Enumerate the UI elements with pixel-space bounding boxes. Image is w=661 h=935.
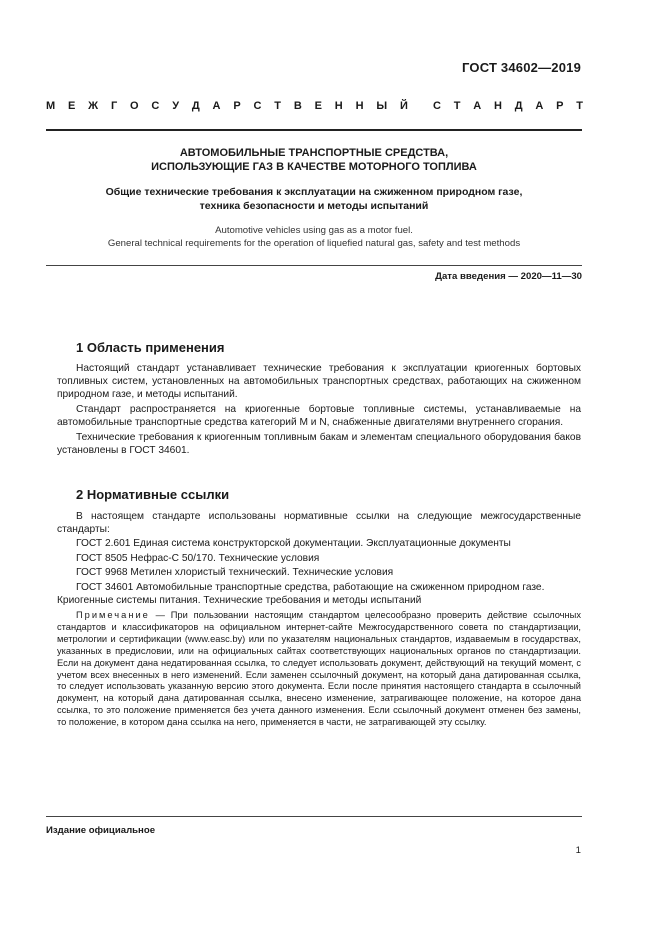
main-title xyxy=(46,146,582,174)
banner-letter: Д xyxy=(514,100,523,112)
banner-letter: Т xyxy=(576,100,583,112)
banner-letter: О xyxy=(130,100,139,112)
banner-letter: С xyxy=(433,100,441,112)
banner-letter: А xyxy=(473,100,482,112)
banner-letter: В xyxy=(293,100,302,112)
section-heading-normative-references: 2 Нормативные ссылки xyxy=(76,487,230,502)
banner-letter: Й xyxy=(399,100,408,112)
reference-item-continuation: Криогенные системы питания. Технические требования и методы испытаний xyxy=(57,594,422,606)
banner-letter: Н xyxy=(493,100,502,112)
banner-letter: Ы xyxy=(376,100,388,112)
banner-letter: М xyxy=(46,100,56,112)
banner-letter: С xyxy=(253,100,262,112)
note-text: — При пользовании настоящим стандартом целесообразно проверить действие ссылочных стандартов и классификаторов на официальном интернет-сайте Межгосударственного совета по стандартизации, метрологии и сертификации (www.easc.by) или по указателям национальных стандартов, издаваемым в государствах, указанных в предисловии, или на официальных сайтах соответствующих национальных органов по стандартизации. Если на документ дана недатированная ссылка, то следует использовать документ, действующий на текущий момент, с учетом всех внесенных в него изменений. Если заменен ссылочный документ, на который дана датированная ссылка, то следует использовать указанную версию этого документа. Если после принятия настоящего стандарта в ссылочный документ, на который дана датированная ссылка, внесено изменение, затрагивающее положение, на которое дана ссылка, то это положение применяется без учета данного изменения. Если ссылочный документ отменен без замены, то положение, в котором дана ссылка на него, применяется в части, не затрагивающей эту ссылку. xyxy=(57,610,581,728)
banner-letter: Е xyxy=(68,100,76,112)
banner-letter: Е xyxy=(314,100,322,112)
doc-number: ГОСТ 34602—2019 xyxy=(462,60,581,75)
banner-letter: Д xyxy=(191,100,200,112)
banner-letter: С xyxy=(151,100,160,112)
section-scope-body xyxy=(57,363,581,460)
english-title-line: General technical requirements for the operation of liquefied natural gas, safety and test methods xyxy=(107,237,521,249)
english-title-line: Automotive vehicles using gas as a motor fuel. xyxy=(215,225,413,236)
banner-letter: Т xyxy=(274,100,282,112)
banner-letter: Н xyxy=(334,100,343,112)
subtitle-line: Общие технические требования к эксплуатации на сжиженном природном газе, xyxy=(105,186,523,198)
reference-item: ГОСТ 34601 Автомобильные транспортные средства, работающие на сжиженном природном газе. xyxy=(76,581,545,593)
subtitle-line: техника безопасности и методы испытаний xyxy=(199,200,429,212)
reference-item: ГОСТ 9968 Метилен хлористый технический. Технические условия xyxy=(76,567,394,579)
banner-letter: Р xyxy=(556,100,564,112)
paragraph: Технические требования к криогенным топливным бакам и элементам специального оборудования баков установлены в ГОСТ 34601. xyxy=(57,432,581,456)
banner-word-interstate xyxy=(46,100,408,112)
banner-letter: Т xyxy=(453,100,461,112)
official-edition-label: Издание официальное xyxy=(46,825,156,836)
banner-letter: Г xyxy=(110,100,118,112)
subtitle xyxy=(46,185,582,213)
title-divider xyxy=(46,265,582,266)
banner-letter: А xyxy=(212,100,221,112)
reference-item: ГОСТ 2.601 Единая система конструкторской документации. Эксплуатационные документы xyxy=(76,538,511,550)
section-heading-scope: 1 Область применения xyxy=(76,340,225,355)
banner-letter: А xyxy=(535,100,544,112)
paragraph: Стандарт распространяется на криогенные бортовые топливные системы, устанавливаемые на автомобильные транспортные средства категорий M и N, снабженные двигателями внутреннего сгорания. xyxy=(57,403,581,428)
reference-note xyxy=(57,610,581,729)
paragraph: Настоящий стандарт устанавливает технические требования к эксплуатации криогенных бортовых топливных систем, установленных на автомобильных транспортных средствах, работающих на сжиженном природном газе, и методы испытаний. xyxy=(57,363,581,400)
banner-letter: Р xyxy=(233,100,241,112)
banner-letter: Ж xyxy=(88,100,99,112)
reference-item: ГОСТ 8505 Нефрас-С 50/170. Технические условия xyxy=(76,552,320,564)
footer-divider xyxy=(46,816,582,817)
banner-word-standard xyxy=(433,100,583,112)
page-number: 1 xyxy=(575,845,581,856)
header-divider xyxy=(46,129,582,131)
main-title-line: АВТОМОБИЛЬНЫЕ ТРАНСПОРТНЫЕ СРЕДСТВА, xyxy=(179,147,449,159)
english-title xyxy=(46,225,582,250)
banner-letter: Н xyxy=(355,100,364,112)
introduction-date: Дата введения — 2020—11—30 xyxy=(435,271,582,282)
paragraph: В настоящем стандарте использованы нормативные ссылки на следующие межгосударственные стандарты: xyxy=(57,511,581,535)
main-title-line: ИСПОЛЬЗУЮЩИЕ ГАЗ В КАЧЕСТВЕ МОТОРНОГО ТОПЛИВА xyxy=(151,161,477,173)
note-label: Примечание xyxy=(76,610,150,620)
section-references-body xyxy=(57,511,581,608)
banner-letter: У xyxy=(172,100,180,112)
interstate-standard-banner xyxy=(46,100,583,112)
